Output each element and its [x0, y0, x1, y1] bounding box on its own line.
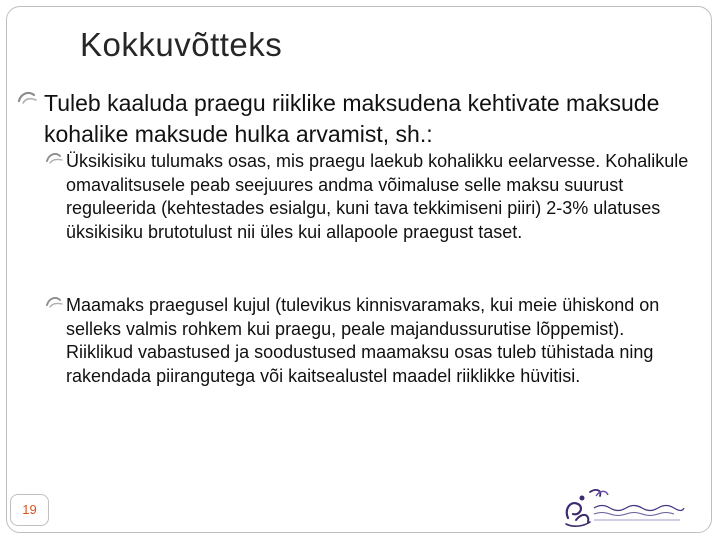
association-logo-icon — [560, 484, 690, 528]
bullet-text: Tuleb kaaluda praegu riiklike maksudena kehtivate maksude kohalike maksude hulka arvamist, sh.: — [44, 90, 660, 147]
slide-frame — [6, 6, 712, 533]
sub-bullet-1 — [66, 150, 696, 244]
sub-bullet-2 — [66, 294, 696, 388]
bullet-icon — [17, 88, 39, 108]
sub-bullet-text: Üksikisiku tulumaks osas, mis praegu laekub kohalikku eelarvesse. Kohalikule omavalitsusele peab seejuures andma võimaluse selle maksu suurust reguleerida (kehtestades esialgu, kuni tava tekkimiseni piiri) 2-3% ulatuses üksikisiku brutotulust nii üles kui allapoole praegust taset. — [66, 151, 689, 242]
slide-title: Kokkuvõtteks — [80, 26, 283, 63]
bullet-icon — [46, 150, 64, 166]
bullet-icon — [46, 294, 64, 310]
slide-number: 19 — [10, 494, 49, 526]
bullet-level-1 — [44, 88, 694, 150]
sub-bullet-text: Maamaks praegusel kujul (tulevikus kinnisvaramaks, kui meie ühiskond on selleks valmis rohkem kui praegu, peale majandussurutise lõppemist). Riiklikud vabastused ja soodustused maamaksu osas tuleb tühistada ning rakendada piirangutega või kaitsealustel maadel riiklikke hüvitisi. — [66, 295, 660, 386]
